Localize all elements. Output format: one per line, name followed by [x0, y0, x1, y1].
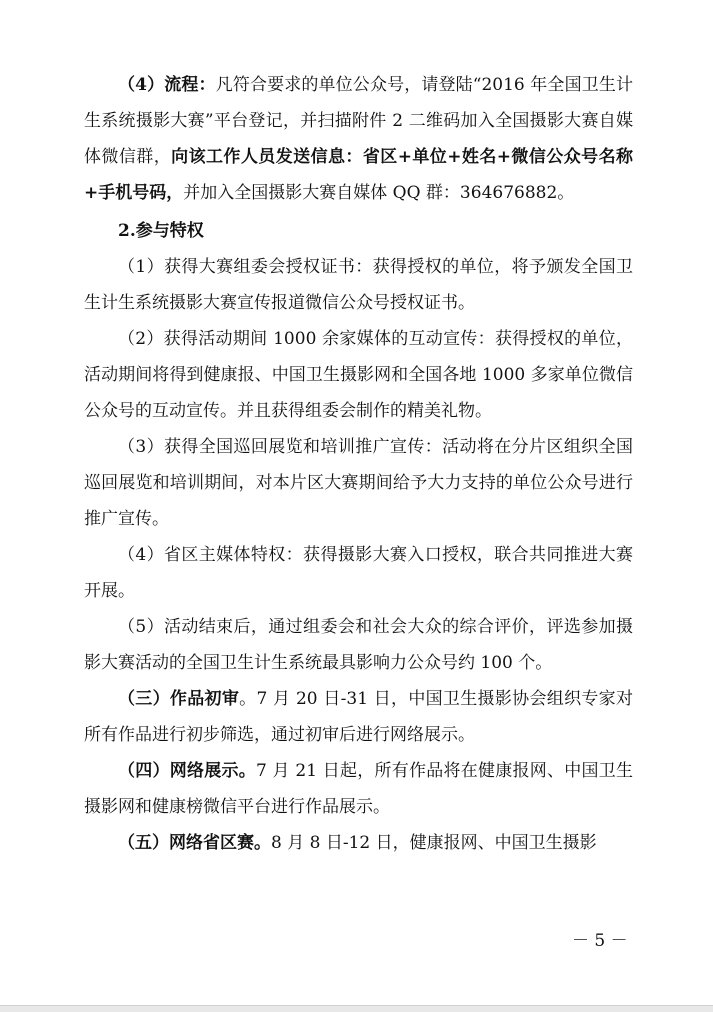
process-label: （4）流程：: [118, 75, 216, 95]
paragraph-online-display: [84, 753, 633, 825]
paragraph-privilege-3: （3）获得全国巡回展览和培训推广宣传：活动将在分片区组织全国巡回展览和培训期间，对本片区大赛期间给予大力支持的单位公众号进行推广宣传。: [84, 437, 633, 529]
section-heading-privileges: 2.参与特权: [118, 221, 204, 241]
page-number: － 5 －: [572, 931, 628, 951]
paragraph-privilege-1: （1）获得大赛组委会授权证书：获得授权的单位，将予颁发全国卫生计生系统摄影大赛宣传报道微信公众号授权证书。: [84, 257, 633, 313]
paragraph-initial-review: [84, 681, 633, 753]
online-display-label: （四）网络展示。: [118, 761, 257, 781]
document-body: [84, 67, 633, 861]
paragraph-provincial-contest: [84, 825, 633, 861]
provincial-contest-text: 8 月 8 日-12 日，健康报网、中国卫生摄影: [271, 833, 597, 853]
process-text-qq: 并加入全国摄影大赛自媒体 QQ 群：364676882。: [183, 183, 575, 203]
initial-review-label: （三）作品初审: [118, 689, 240, 709]
paragraph-privilege-4: （4）省区主媒体特权：获得摄影大赛入口授权，联合共同推进大赛开展。: [84, 545, 633, 601]
paragraph-process: [84, 67, 633, 211]
paragraph-privilege-2: （2）获得活动期间 1000 余家媒体的互动宣传：获得授权的单位，活动期间将得到健康报、中国卫生摄影网和全国各地 1000 多家单位微信公众号的互动宣传。并且获得组委会制作的精美礼物。: [84, 329, 633, 421]
paragraph-privilege-5: （5）活动结束后，通过组委会和社会大众的综合评价，评选参加摄影大赛活动的全国卫生计生系统最具影响力公众号约 100 个。: [84, 617, 633, 673]
process-bold-instruction: 向该工作人员发送信息：省区+单位+姓名+微信公众号名称+手机号码，: [84, 147, 633, 203]
initial-review-text: 。7 月 20 日-31 日，中国卫生摄影协会组织专家对所有作品进行初步筛选，通过初审后进行网络展示。: [84, 689, 633, 745]
online-display-text: 7 月 21 日起，所有作品将在健康报网、中国卫生摄影网和健康榜微信平台进行作品展示。: [84, 761, 633, 817]
provincial-contest-label: （五）网络省区赛。: [118, 833, 271, 853]
process-text: 凡符合要求的单位公众号，请登陆“2016 年全国卫生计生系统摄影大赛”平台登记，并扫描附件 2 二维码加入全国摄影大赛自媒体微信群，: [84, 75, 633, 167]
